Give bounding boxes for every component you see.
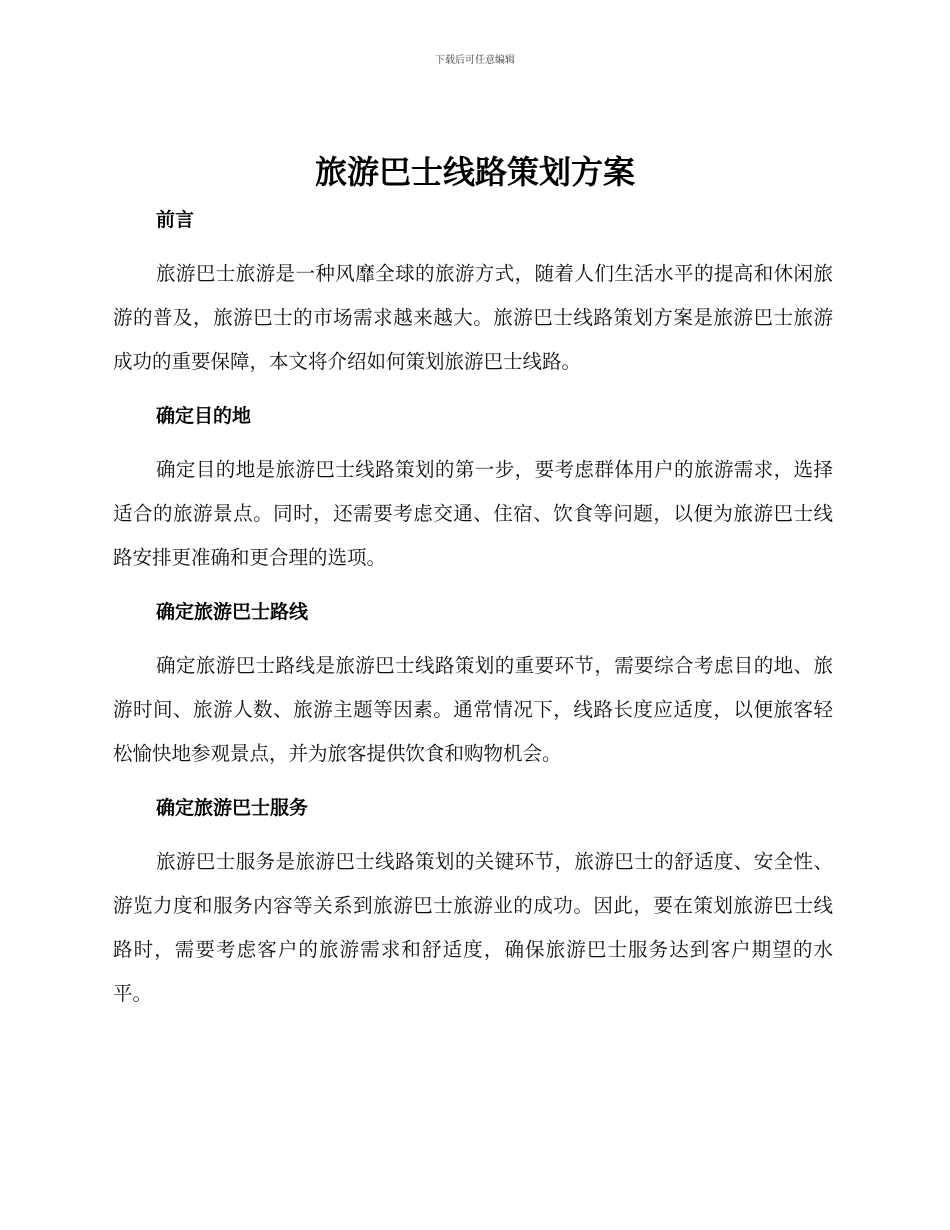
section-paragraph: 旅游巴士旅游是一种风靡全球的旅游方式，随着人们生活水平的提高和休闲旅游的普及，旅游巴士的市场需求越来越大。旅游巴士线路策划方案是旅游巴士旅游成功的重要保障，本文将介绍如何策划旅游巴士线路。 bbox=[113, 262, 833, 373]
section-paragraph: 确定旅游巴士路线是旅游巴士线路策划的重要环节，需要综合考虑目的地、旅游时间、旅游人数、旅游主题等因素。通常情况下，线路长度应适度，以便旅客轻松愉快地参观景点，并为旅客提供饮食和购物机会。 bbox=[113, 654, 833, 765]
document-title: 旅游巴士线路策划方案 bbox=[314, 153, 635, 191]
section-service bbox=[113, 790, 833, 1016]
section-heading: 确定旅游巴士服务 bbox=[156, 797, 309, 819]
section-heading: 确定旅游巴士路线 bbox=[156, 601, 309, 623]
page-header-note: 下载后可任意编辑 bbox=[435, 55, 515, 66]
document-body bbox=[113, 202, 833, 1030]
section-paragraph: 旅游巴士服务是旅游巴士线路策划的关键环节，旅游巴士的舒适度、安全性、游览力度和服务内容等关系到旅游巴士旅游业的成功。因此，要在策划旅游巴士线路时，需要考虑客户的旅游需求和舒适度，确保旅游巴士服务达到客户期望的水平。 bbox=[113, 850, 833, 1005]
section-heading: 前言 bbox=[156, 209, 195, 231]
section-destination bbox=[113, 398, 833, 580]
section-preface bbox=[113, 202, 833, 384]
section-paragraph: 确定目的地是旅游巴士线路策划的第一步，要考虑群体用户的旅游需求，选择适合的旅游景点。同时，还需要考虑交通、住宿、饮食等问题，以便为旅游巴士线路安排更准确和更合理的选项。 bbox=[113, 458, 833, 569]
section-heading: 确定目的地 bbox=[156, 405, 252, 427]
section-route bbox=[113, 594, 833, 776]
